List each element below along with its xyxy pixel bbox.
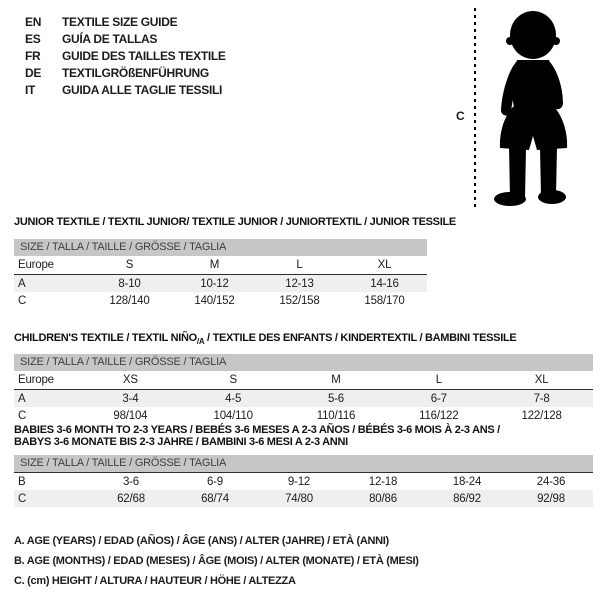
value-cell: 68/74	[201, 492, 229, 505]
language-row-fr	[25, 47, 226, 64]
language-code: ES	[25, 31, 41, 46]
title-part: CHILDREN'S TEXTILE / TEXTIL NIÑO	[14, 332, 197, 344]
section-title-line2: BABYS 3-6 MONATE BIS 2-3 JAHRE / BAMBINI 3-6 MESI A 2-3 ANNI	[14, 436, 348, 448]
row-label: Europe	[18, 259, 54, 271]
table-row-height	[14, 407, 593, 424]
size-cell: S	[229, 374, 237, 387]
value-cell: 5-6	[327, 392, 344, 405]
baby-figure	[450, 6, 598, 216]
value-cell: 24-36	[536, 475, 566, 488]
language-row-en	[25, 13, 226, 30]
section-title	[14, 332, 593, 346]
language-label: GUIDE DES TAILLES TEXTILE	[62, 48, 226, 63]
language-label: GUÍA DE TALLAS	[62, 31, 158, 46]
language-label: GUIDA ALLE TAGLIE TESSILI	[62, 82, 223, 97]
value-cell: 152/158	[279, 294, 320, 307]
value-cell: 128/140	[109, 294, 150, 307]
language-code: DE	[25, 65, 42, 80]
section-title-line1: BABIES 3-6 MONTH TO 2-3 YEARS / BEBÉS 3-6 MESES A 2-3 AÑOS / BÉBÉS 3-6 MOIS À 2-3 ANS /	[14, 424, 500, 436]
row-label: A	[18, 277, 26, 290]
language-row-es	[25, 30, 226, 47]
table-row-europe	[14, 256, 427, 275]
size-cell: XL	[534, 374, 549, 387]
size-cell: S	[125, 259, 134, 271]
row-label: C	[18, 492, 27, 505]
size-cell: XL	[377, 259, 392, 271]
value-cell: 110/116	[316, 409, 356, 422]
baby-silhouette-icon	[483, 8, 587, 210]
title-part: / TEXTILE DES ENFANTS / KINDERTEXTIL / BAMBINI TESSILE	[204, 332, 517, 344]
footnote-legend	[14, 531, 419, 591]
language-code: IT	[25, 82, 36, 97]
value-cell: 74/80	[285, 492, 313, 505]
value-cell: 10-12	[200, 277, 229, 290]
footnote-age-years: A. AGE (YEARS) / EDAD (AÑOS) / ÂGE (ANS) / ALTER (JAHRE) / ETÀ (ANNI)	[14, 535, 389, 547]
table-row-age	[14, 390, 593, 407]
table-row-age-months	[14, 473, 593, 490]
height-measure-dashed-line	[474, 8, 476, 208]
language-label: TEXTILGRÖßENFÜHRUNG	[62, 65, 209, 80]
language-row-it	[25, 81, 226, 98]
row-label: C	[18, 409, 27, 422]
value-cell: 12-13	[285, 277, 314, 290]
row-label: C	[18, 294, 27, 307]
value-cell: 62/68	[117, 492, 145, 505]
section-childrens-textile	[14, 332, 593, 424]
size-cell: XS	[122, 374, 138, 387]
value-cell: 18-24	[452, 475, 482, 488]
footnote-age-months: B. AGE (MONTHS) / EDAD (MESES) / ÂGE (MOIS) / ALTER (MONATE) / ETÀ (MESI)	[14, 555, 419, 567]
language-row-de	[25, 64, 226, 81]
value-cell: 116/122	[419, 409, 459, 422]
size-header-bar: SIZE / TALLA / TAILLE / GRÖSSE / TAGLIA	[14, 354, 593, 371]
table-row-height	[14, 292, 427, 309]
title-subscript: /A	[196, 337, 205, 347]
value-cell: 14-16	[370, 277, 399, 290]
size-cell: L	[435, 374, 442, 387]
section-babies-textile	[14, 424, 593, 507]
size-cell: M	[331, 374, 341, 387]
section-junior-textile	[14, 216, 456, 309]
value-cell: 140/152	[194, 294, 235, 307]
row-label: A	[18, 392, 26, 405]
size-cell: L	[296, 259, 303, 271]
value-cell: 80/86	[369, 492, 397, 505]
value-cell: 158/170	[364, 294, 405, 307]
value-cell: 6-7	[430, 392, 447, 405]
value-cell: 98/104	[113, 409, 148, 422]
value-cell: 8-10	[118, 277, 141, 290]
value-cell: 86/92	[453, 492, 481, 505]
value-cell: 3-4	[122, 392, 139, 405]
row-label: Europe	[18, 374, 54, 387]
language-label: TEXTILE SIZE GUIDE	[62, 14, 178, 29]
value-cell: 9-12	[287, 475, 311, 488]
value-cell: 104/110	[213, 409, 253, 422]
value-cell: 3-6	[122, 475, 140, 488]
footnote-height: C. (cm) HEIGHT / ALTURA / HAUTEUR / HÖHE / ALTEZZA	[14, 575, 296, 587]
value-cell: 12-18	[368, 475, 398, 488]
babies-size-table	[14, 455, 593, 507]
language-code: FR	[25, 48, 41, 63]
children-size-table	[14, 354, 593, 424]
table-row-height	[14, 490, 593, 507]
table-row-europe	[14, 371, 593, 390]
value-cell: 4-5	[225, 392, 242, 405]
size-cell: M	[209, 259, 220, 271]
height-measure-label: C	[456, 109, 465, 123]
size-header-bar: SIZE / TALLA / TAILLE / GRÖSSE / TAGLIA	[14, 455, 593, 473]
language-code: EN	[25, 14, 42, 29]
language-list	[25, 13, 226, 98]
row-label: B	[18, 475, 26, 488]
section-title: JUNIOR TEXTILE / TEXTIL JUNIOR/ TEXTILE JUNIOR / JUNIORTEXTIL / JUNIOR TESSILE	[14, 216, 456, 228]
value-cell: 92/98	[537, 492, 565, 505]
value-cell: 7-8	[533, 392, 550, 405]
table-row-age	[14, 275, 427, 292]
value-cell: 122/128	[521, 409, 562, 422]
junior-size-table	[14, 239, 427, 309]
value-cell: 6-9	[206, 475, 224, 488]
size-header-bar: SIZE / TALLA / TAILLE / GRÖSSE / TAGLIA	[14, 239, 427, 256]
